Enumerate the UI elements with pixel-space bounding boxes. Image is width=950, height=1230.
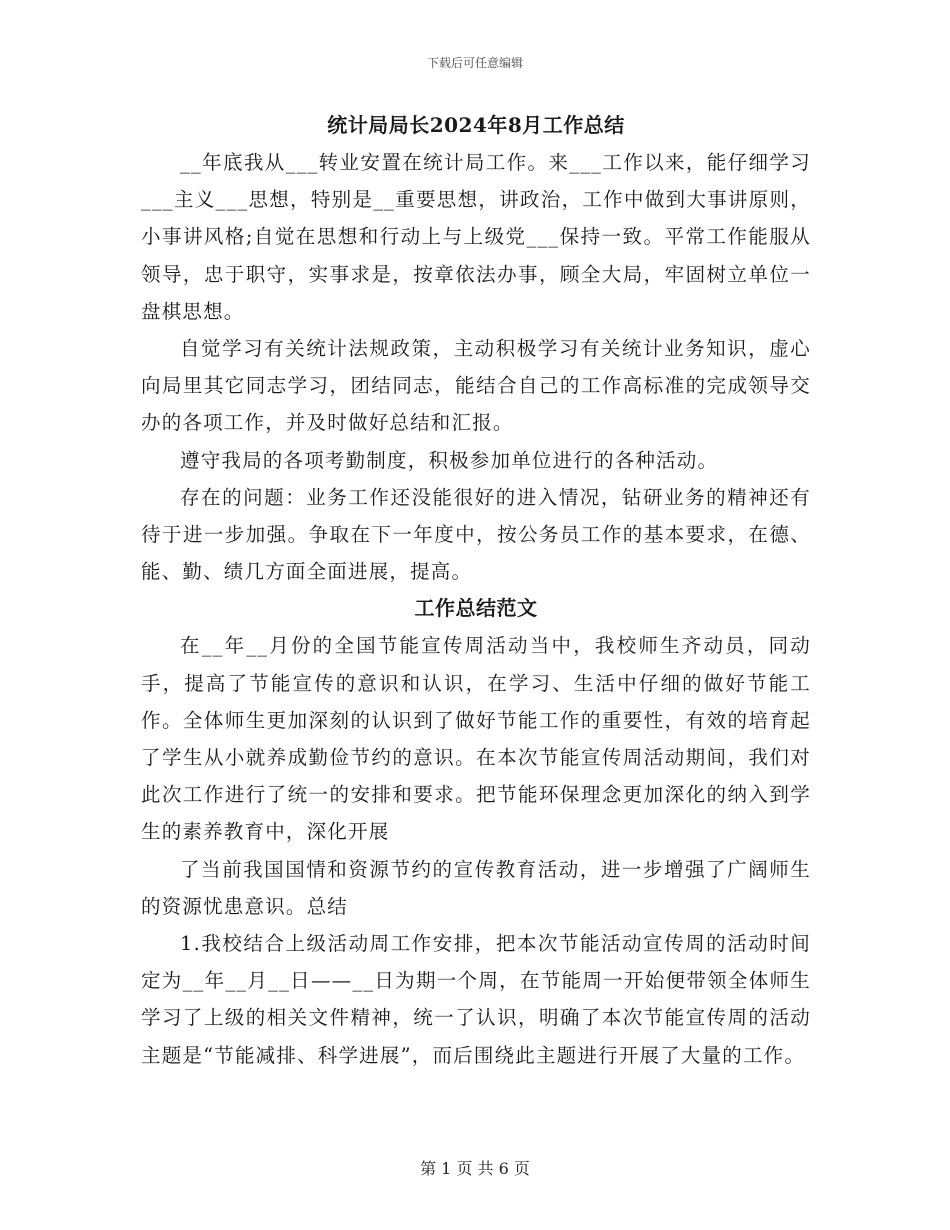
paragraph-2: 自觉学习有关统计法规政策，主动积极学习有关统计业务知识，虚心向局里其它同志学习，团结同志，能结合自己的工作高标准的完成领导交办的各项工作，并及时做好总结和汇报。	[141, 337, 811, 435]
header-note: 下载后可任意编辑	[426, 56, 523, 70]
section-title: 工作总结范文	[414, 596, 538, 621]
section-paragraph-1: 在__年__月份的全国节能宣传周活动当中，我校师生齐动员，同动手，提高了节能宣传的意识和认识，在学习、生活中仔细的做好节能工作。全体师生更加深刻的认识到了做好节能工作的重要性，有效的培育起了学生从小就养成勤俭节约的意识。在本次节能宣传周活动期间，我们对此次工作进行了统一的安排和要求。把节能环保理念更加深化的纳入到学生的素养教育中，深化开展	[141, 634, 811, 844]
page-number-footer: 第 1 页 共 6 页	[420, 1159, 530, 1178]
paragraph-4: 存在的问题：业务工作还没能很好的进入情况，钻研业务的精神还有待于进一步加强。争取在下一年度中，按公务员工作的基本要求，在德、能、勤、绩几方面全面进展，提高。	[141, 485, 811, 584]
section-paragraph-2: 了当前我国国情和资源节约的宣传教育活动，进一步增强了广阔师生的资源忧患意识。总结	[141, 857, 811, 918]
document-body	[141, 107, 811, 1074]
section-paragraph-3: 1.我校结合上级活动周工作安排，把本次节能活动宣传周的活动时间定为__年__月__日——__日为期一个周，在节能周一开始便带领全体师生学习了上级的相关文件精神，统一了认识，明确了本次节能宣传周的活动主题是“节能减排、科学进展”，而后围绕此主题进行开展了大量的工作。	[141, 932, 811, 1067]
document-title: 统计局局长2024年8月工作总结	[327, 113, 625, 137]
paragraph-3: 遵守我局的各项考勤制度，积极参加单位进行的各种活动。	[180, 448, 719, 472]
paragraph-1: __年底我从___转业安置在统计局工作。来___工作以来，能仔细学习___主义___思想，特别是__重要思想，讲政治，工作中做到大事讲原则，小事讲风格;自觉在思想和行动上与上级党___保持一致。平常工作能服从领导，忠于职守，实事求是，按章依法办事，顾全大局，牢固树立单位一盘棋思想。	[141, 151, 811, 323]
